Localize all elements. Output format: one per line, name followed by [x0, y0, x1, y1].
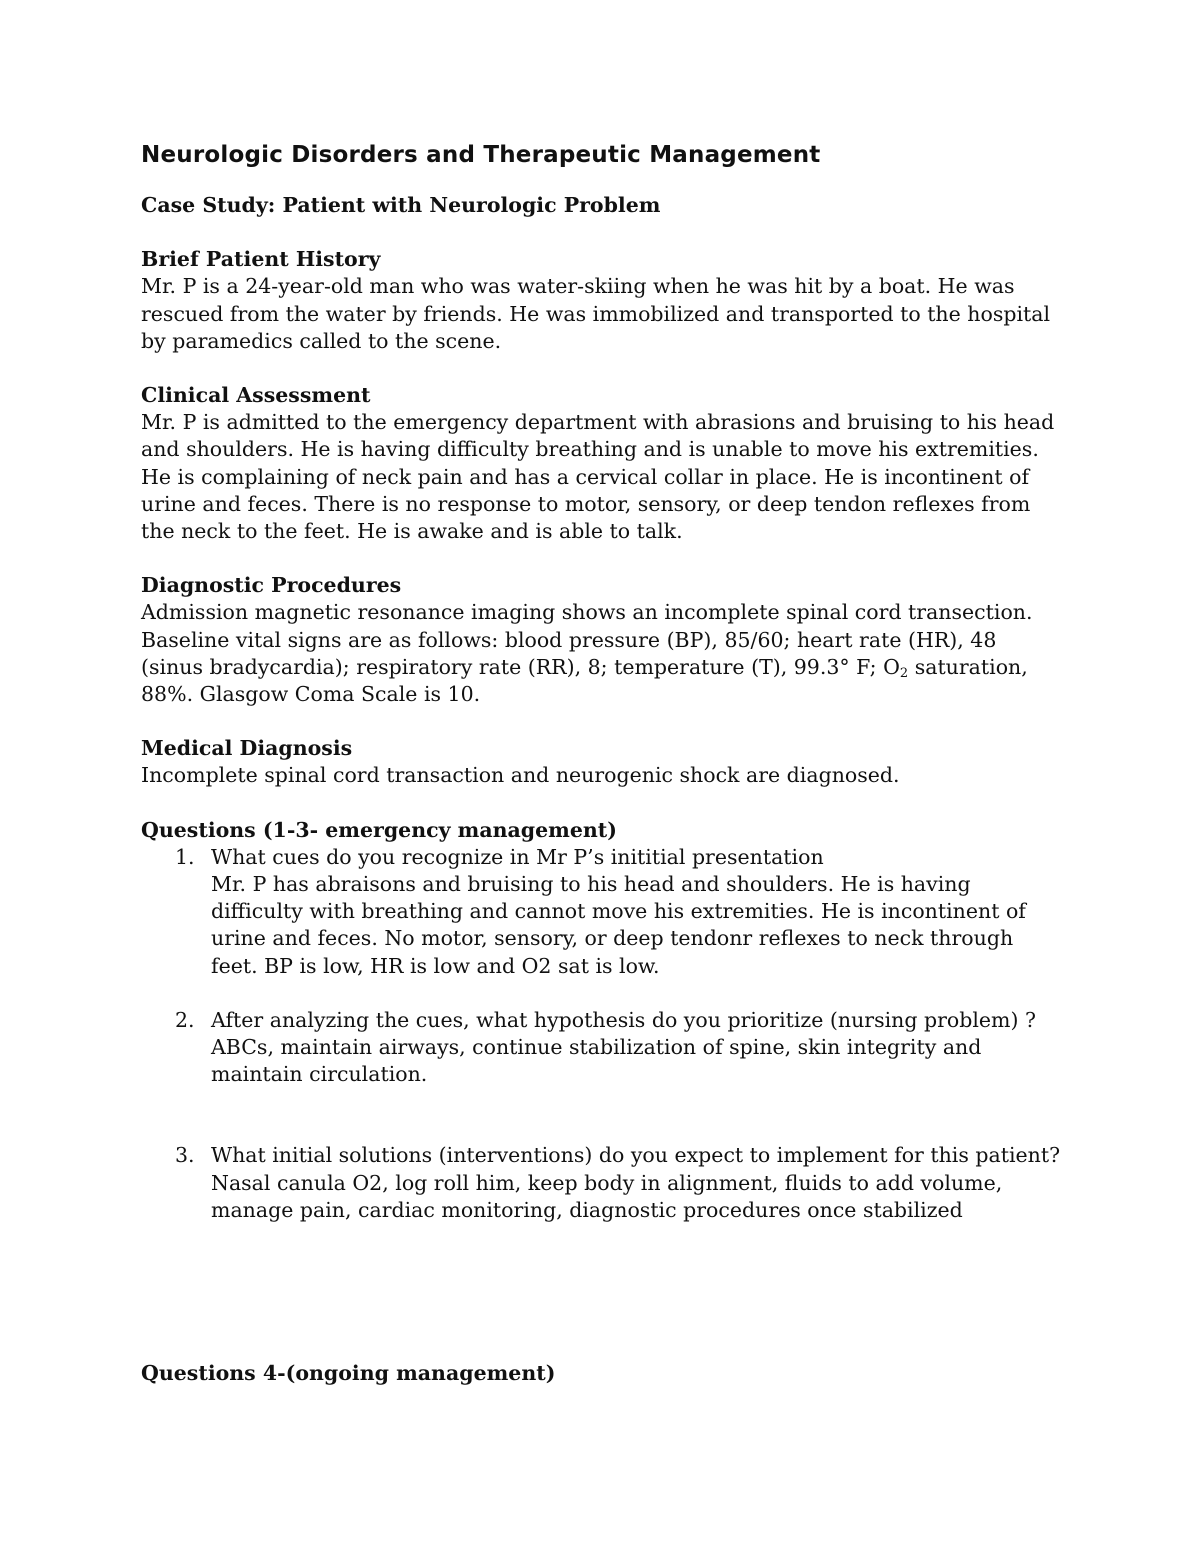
questions-heading: Questions (1-3- emergency management)	[141, 817, 617, 842]
section-brief-patient-history	[141, 246, 1061, 355]
section-heading: Medical Diagnosis	[141, 736, 353, 761]
questions-ongoing-management	[141, 1360, 555, 1387]
section-heading: Clinical Assessment	[141, 383, 371, 408]
section-body: Mr. P is a 24-year-old man who was water-skiing when he was hit by a boat. He was rescued from the water by friends. He was immobilized and transported to the hospital by paramedics called to the scene.	[141, 274, 1051, 353]
question-item-2	[141, 1007, 1061, 1089]
question-number: 3.	[175, 1143, 195, 1168]
answer-text: Nasal canula O2, log roll him, keep body in alignment, fluids to add volume, manage pain, cardiac monitoring, diagnostic procedures once stabilized	[211, 1170, 1003, 1222]
case-study-subtitle: Case Study: Patient with Neurologic Problem	[141, 193, 661, 217]
document-title: Neurologic Disorders and Therapeutic Management	[141, 142, 821, 168]
section-clinical-assessment	[141, 382, 1061, 545]
answer-text: ABCs, maintain airways, continue stabilization of spine, skin integrity and maintain circulation.	[211, 1035, 982, 1087]
section-diagnostic-procedures	[141, 572, 1061, 708]
question-text: What cues do you recognize in Mr P’s inititial presentation	[211, 844, 824, 869]
questions-heading: Questions 4-(ongoing management)	[141, 1361, 556, 1385]
section-heading: Brief Patient History	[141, 247, 381, 272]
question-item-1	[141, 844, 1061, 980]
vital-signs-text-continued: saturation, 88%. Glasgow Coma Scale is 10.	[141, 654, 1028, 707]
o2-subscript: 2	[899, 665, 909, 681]
question-number: 2.	[175, 1007, 195, 1032]
section-body: Incomplete spinal cord transaction and neurogenic shock are diagnosed.	[141, 763, 900, 788]
answer-text: Mr. P has abraisons and bruising to his head and shoulders. He is having difficulty with breathing and cannot move his extremities. He is incontinent of urine and feces. No motor, sensory, or deep tendonr reflexes to neck through feet. BP is low, HR is low and O2 sat is low.	[211, 872, 1026, 978]
question-text: After analyzing the cues, what hypothesis do you prioritize (nursing problem) ?	[211, 1007, 1037, 1032]
question-number: 1.	[175, 844, 195, 869]
question-text: What initial solutions (interventions) do you expect to implement for this patient?	[211, 1143, 1061, 1168]
question-item-3	[141, 1142, 1061, 1224]
section-heading: Diagnostic Procedures	[141, 573, 402, 598]
section-body	[141, 599, 1061, 708]
section-medical-diagnosis	[141, 735, 1061, 789]
vital-signs-text: Admission magnetic resonance imaging shows an incomplete spinal cord transection. Baseline vital signs are as follows: blood pressure (BP), 85/60; heart rate (HR), 48 (sinus bradycardia); respiratory rate (RR), 8; temperature (T), 99.3° F; O	[141, 600, 1033, 679]
question-list	[141, 844, 1061, 1224]
document-content	[141, 138, 1061, 1385]
section-body: Mr. P is admitted to the emergency department with abrasions and bruising to his head and shoulders. He is having difficulty breathing and is unable to move his extremities. He is complaining of neck pain and has a cervical collar in place. He is incontinent of urine and feces. There is no response to motor, sensory, or deep tendon reflexes from the neck to the feet. He is awake and is able to talk.	[141, 410, 1055, 544]
questions-emergency-management	[141, 817, 1061, 1224]
